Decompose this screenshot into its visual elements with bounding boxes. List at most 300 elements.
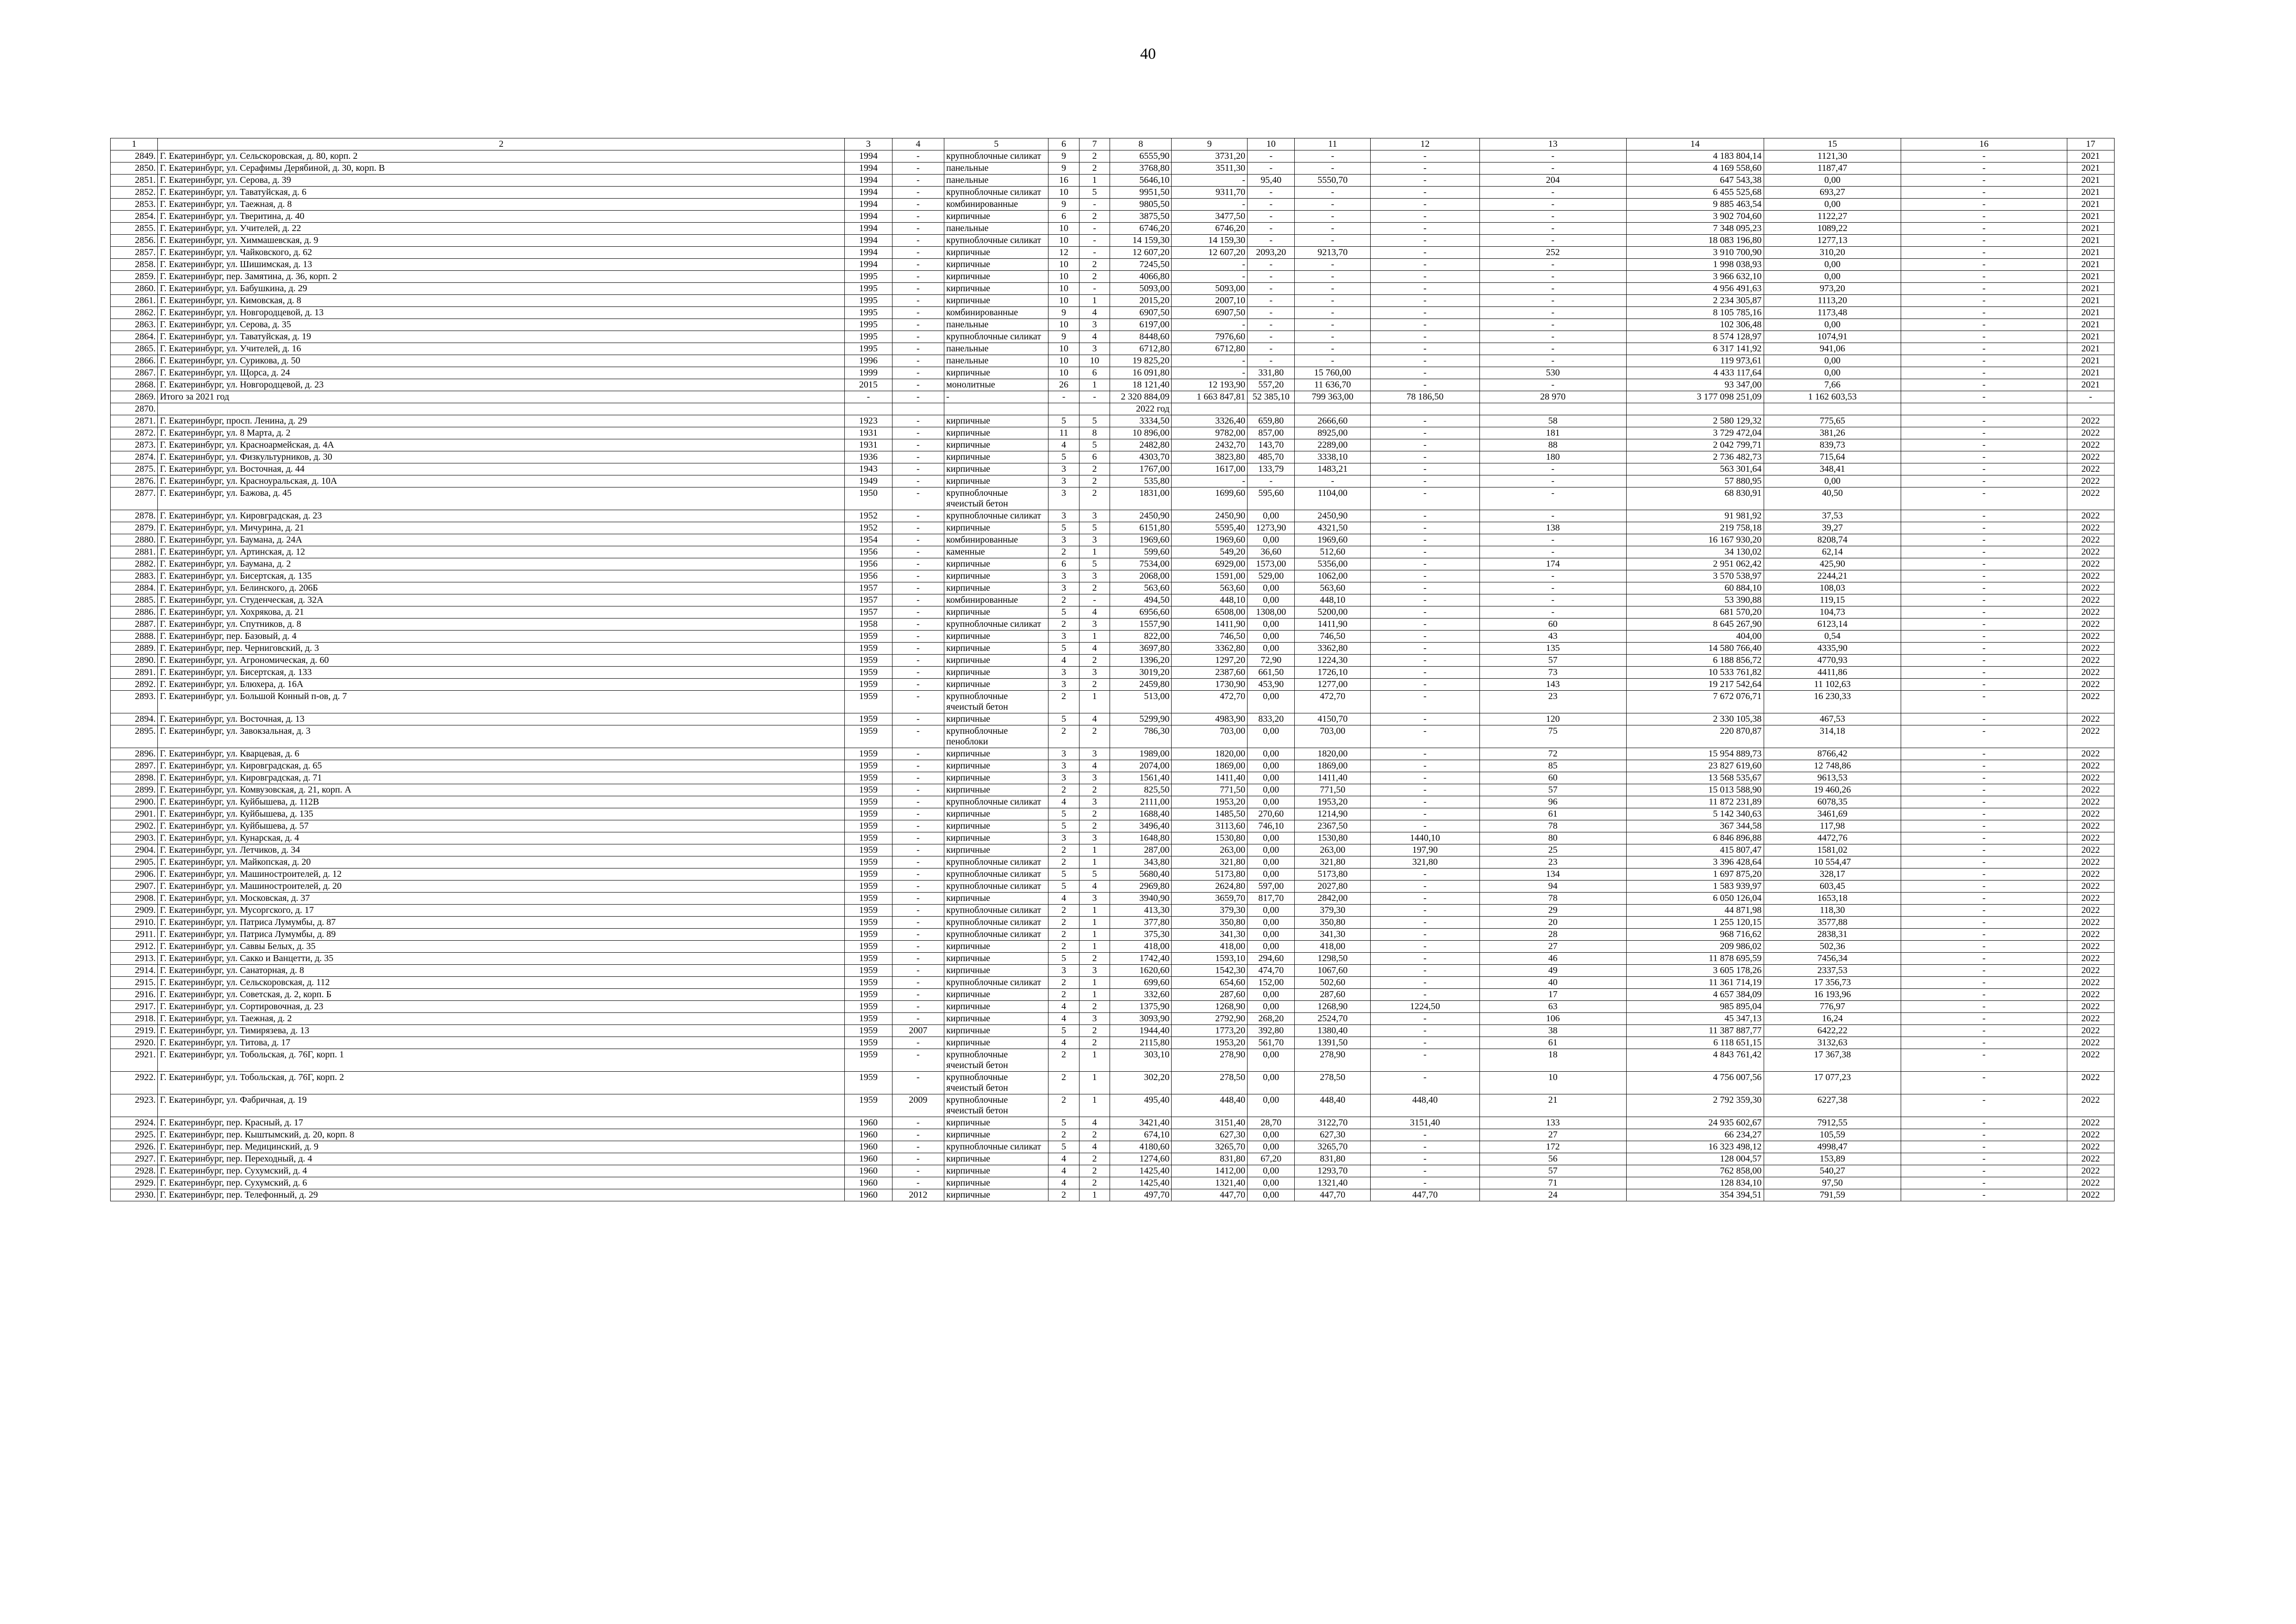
address-cell: Г. Екатеринбург, ул. Патриса Лумумбы, д. 87 bbox=[158, 917, 845, 929]
col-16-cell: - bbox=[1901, 679, 2067, 691]
table-row bbox=[111, 1001, 2115, 1013]
total-area-cell: 2022 год bbox=[1110, 403, 1172, 415]
row-number-cell: 2855. bbox=[111, 223, 158, 235]
area-col-11-cell: 263,00 bbox=[1295, 844, 1371, 856]
cost-col-14-cell: 6 317 141,92 bbox=[1626, 343, 1764, 355]
col-16-cell: - bbox=[1901, 319, 2067, 331]
entrances-cell: 4 bbox=[1079, 1141, 1110, 1153]
cost-col-14-cell: 968 716,62 bbox=[1626, 929, 1764, 941]
floors-cell: 4 bbox=[1048, 1165, 1079, 1177]
residents-count-cell: - bbox=[1479, 150, 1626, 162]
entrances-cell: 1 bbox=[1079, 905, 1110, 917]
floors-cell: 2 bbox=[1048, 989, 1079, 1001]
residential-area-cell: 1 663 847,81 bbox=[1172, 391, 1248, 403]
residential-area-cell: 831,80 bbox=[1172, 1153, 1248, 1165]
construction-year-cell: 1956 bbox=[845, 546, 892, 558]
entrances-cell: 1 bbox=[1079, 1049, 1110, 1072]
area-col-11-cell: 1820,00 bbox=[1295, 748, 1371, 760]
cost-col-15-cell: 17 367,38 bbox=[1764, 1049, 1901, 1072]
floors-cell: 9 bbox=[1048, 162, 1079, 175]
entrances-cell: 2 bbox=[1079, 487, 1110, 510]
row-number-cell: 2860. bbox=[111, 283, 158, 295]
wall-material-cell: кирпичные bbox=[944, 953, 1048, 965]
floors-cell: 5 bbox=[1048, 1025, 1079, 1037]
address-cell: Г. Екатеринбург, ул. Новгородцевой, д. 23 bbox=[158, 379, 845, 391]
construction-year-cell: 1959 bbox=[845, 844, 892, 856]
column-number-cell: 9 bbox=[1172, 138, 1248, 150]
row-number-cell: 2881. bbox=[111, 546, 158, 558]
total-area-cell: 18 121,40 bbox=[1110, 379, 1172, 391]
construction-year-cell: 1994 bbox=[845, 259, 892, 271]
floors-cell: 9 bbox=[1048, 331, 1079, 343]
year-col-17-cell: 2022 bbox=[2067, 534, 2114, 546]
area-col-11-cell: - bbox=[1295, 223, 1371, 235]
residents-count-cell: - bbox=[1479, 463, 1626, 475]
col-16-cell: - bbox=[1901, 475, 2067, 487]
column-number-header-row bbox=[111, 138, 2115, 150]
area-col-12-cell: - bbox=[1371, 187, 1479, 199]
cost-col-14-cell: 11 387 887,77 bbox=[1626, 1025, 1764, 1037]
address-cell: Г. Екатеринбург, ул. Учителей, д. 22 bbox=[158, 223, 845, 235]
wall-material-cell: крупноблочные ячеистый бетон bbox=[944, 487, 1048, 510]
total-area-cell: 1648,80 bbox=[1110, 832, 1172, 844]
cost-col-14-cell: 6 846 896,88 bbox=[1626, 832, 1764, 844]
construction-year-cell: 1959 bbox=[845, 941, 892, 953]
cost-col-14-cell: 66 234,27 bbox=[1626, 1129, 1764, 1141]
entrances-cell: 1 bbox=[1079, 989, 1110, 1001]
table-row bbox=[111, 929, 2115, 941]
floors-cell: 3 bbox=[1048, 510, 1079, 522]
col-16-cell: - bbox=[1901, 1001, 2067, 1013]
address-cell: Г. Екатеринбург, ул. Новгородцевой, д. 13 bbox=[158, 307, 845, 319]
residential-area-cell: - bbox=[1172, 367, 1248, 379]
residents-count-cell: 21 bbox=[1479, 1094, 1626, 1117]
residents-count-cell: 28 bbox=[1479, 929, 1626, 941]
total-area-cell: 6746,20 bbox=[1110, 223, 1172, 235]
address-cell: Г. Екатеринбург, пер. Замятина, д. 36, корп. 2 bbox=[158, 271, 845, 283]
cost-col-15-cell: 0,00 bbox=[1764, 355, 1901, 367]
total-area-cell: 418,00 bbox=[1110, 941, 1172, 953]
entrances-cell: 3 bbox=[1079, 510, 1110, 522]
area-col-12-cell: - bbox=[1371, 881, 1479, 893]
construction-year-cell: 1959 bbox=[845, 655, 892, 667]
table-row bbox=[111, 247, 2115, 259]
area-col-12-cell: 3151,40 bbox=[1371, 1117, 1479, 1129]
area-col-12-cell: 1224,50 bbox=[1371, 1001, 1479, 1013]
col-16-cell: - bbox=[1901, 953, 2067, 965]
cost-col-15-cell: 17 077,23 bbox=[1764, 1072, 1901, 1094]
cost-col-15-cell: 0,00 bbox=[1764, 259, 1901, 271]
cost-col-14-cell: 1 697 875,20 bbox=[1626, 868, 1764, 881]
cost-col-15-cell: 7912,55 bbox=[1764, 1117, 1901, 1129]
residential-area-cell: - bbox=[1172, 175, 1248, 187]
wall-material-cell: кирпичные bbox=[944, 259, 1048, 271]
floors-cell: 2 bbox=[1048, 784, 1079, 796]
table-row bbox=[111, 965, 2115, 977]
cost-col-14-cell: 2 234 305,87 bbox=[1626, 295, 1764, 307]
row-number-cell: 2889. bbox=[111, 643, 158, 655]
area-col-12-cell: - bbox=[1371, 1165, 1479, 1177]
table-row bbox=[111, 1189, 2115, 1201]
table-row bbox=[111, 725, 2115, 748]
row-number-cell: 2873. bbox=[111, 439, 158, 451]
residential-area-cell: 278,90 bbox=[1172, 1049, 1248, 1072]
reconstruction-year-cell: - bbox=[892, 522, 944, 534]
area-col-12-cell: - bbox=[1371, 820, 1479, 832]
reconstruction-year-cell: - bbox=[892, 772, 944, 784]
entrances-cell: - bbox=[1079, 235, 1110, 247]
table-row bbox=[111, 211, 2115, 223]
construction-year-cell: 1959 bbox=[845, 989, 892, 1001]
wall-material-cell: панельные bbox=[944, 175, 1048, 187]
entrances-cell: 1 bbox=[1079, 977, 1110, 989]
residents-count-cell: 10 bbox=[1479, 1072, 1626, 1094]
entrances-cell: 1 bbox=[1079, 1094, 1110, 1117]
row-number-cell: 2921. bbox=[111, 1049, 158, 1072]
construction-year-cell: 1996 bbox=[845, 355, 892, 367]
reconstruction-year-cell: - bbox=[892, 1001, 944, 1013]
construction-year-cell: 1994 bbox=[845, 199, 892, 211]
area-col-11-cell: 9213,70 bbox=[1295, 247, 1371, 259]
construction-year-cell: 1959 bbox=[845, 667, 892, 679]
area-col-11-cell: 563,60 bbox=[1295, 582, 1371, 594]
reconstruction-year-cell: - bbox=[892, 235, 944, 247]
reconstruction-year-cell: - bbox=[892, 929, 944, 941]
reconstruction-year-cell: - bbox=[892, 510, 944, 522]
area-col-12-cell: - bbox=[1371, 451, 1479, 463]
area-col-11-cell: 2524,70 bbox=[1295, 1013, 1371, 1025]
cost-col-14-cell: 2 580 129,32 bbox=[1626, 415, 1764, 427]
total-area-cell: 1561,40 bbox=[1110, 772, 1172, 784]
total-area-cell: 7245,50 bbox=[1110, 259, 1172, 271]
residents-count-cell: 204 bbox=[1479, 175, 1626, 187]
wall-material-cell: крупноблочные силикат bbox=[944, 868, 1048, 881]
total-area-cell: 1620,60 bbox=[1110, 965, 1172, 977]
residents-count-cell: - bbox=[1479, 582, 1626, 594]
year-col-17-cell: 2022 bbox=[2067, 760, 2114, 772]
cost-col-14-cell: 209 986,02 bbox=[1626, 941, 1764, 953]
floors-cell: 2 bbox=[1048, 917, 1079, 929]
wall-material-cell: кирпичные bbox=[944, 558, 1048, 570]
cost-col-15-cell: 16 193,96 bbox=[1764, 989, 1901, 1001]
area-col-12-cell: - bbox=[1371, 631, 1479, 643]
total-area-cell: 10 896,00 bbox=[1110, 427, 1172, 439]
floors-cell: 5 bbox=[1048, 953, 1079, 965]
wall-material-cell: крупноблочные силикат bbox=[944, 881, 1048, 893]
col-16-cell: - bbox=[1901, 772, 2067, 784]
area-col-10-cell: 0,00 bbox=[1248, 844, 1295, 856]
construction-year-cell: 1959 bbox=[845, 1094, 892, 1117]
area-col-10-cell: 1273,90 bbox=[1248, 522, 1295, 534]
address-cell: Г. Екатеринбург, ул. Серова, д. 39 bbox=[158, 175, 845, 187]
table-row bbox=[111, 917, 2115, 929]
area-col-10-cell: 0,00 bbox=[1248, 1001, 1295, 1013]
year-col-17-cell: 2022 bbox=[2067, 725, 2114, 748]
year-col-17-cell: 2022 bbox=[2067, 953, 2114, 965]
wall-material-cell: кирпичные bbox=[944, 941, 1048, 953]
area-col-10-cell: 67,20 bbox=[1248, 1153, 1295, 1165]
entrances-cell: 2 bbox=[1079, 953, 1110, 965]
table-body bbox=[111, 138, 2115, 1201]
year-col-17-cell: 2022 bbox=[2067, 832, 2114, 844]
year-col-17-cell: 2022 bbox=[2067, 618, 2114, 631]
entrances-cell: 1 bbox=[1079, 856, 1110, 868]
cost-col-14-cell: 91 981,92 bbox=[1626, 510, 1764, 522]
address-cell: Итого за 2021 год bbox=[158, 391, 845, 403]
wall-material-cell: крупноблочные силикат bbox=[944, 187, 1048, 199]
cost-col-14-cell: 16 323 498,12 bbox=[1626, 1141, 1764, 1153]
area-col-10-cell: - bbox=[1248, 199, 1295, 211]
row-number-cell: 2852. bbox=[111, 187, 158, 199]
total-area-cell: 5093,00 bbox=[1110, 283, 1172, 295]
area-col-10-cell: - bbox=[1248, 187, 1295, 199]
cost-col-15-cell: 467,53 bbox=[1764, 713, 1901, 725]
residential-area-cell: - bbox=[1172, 475, 1248, 487]
construction-year-cell: 1923 bbox=[845, 415, 892, 427]
area-col-11-cell: 2666,60 bbox=[1295, 415, 1371, 427]
entrances-cell: 2 bbox=[1079, 475, 1110, 487]
area-col-11-cell: 502,60 bbox=[1295, 977, 1371, 989]
entrances-cell: 2 bbox=[1079, 259, 1110, 271]
address-cell bbox=[158, 403, 845, 415]
cost-col-15-cell: 2244,21 bbox=[1764, 570, 1901, 582]
col-16-cell: - bbox=[1901, 175, 2067, 187]
wall-material-cell: кирпичные bbox=[944, 655, 1048, 667]
residential-area-cell: 3477,50 bbox=[1172, 211, 1248, 223]
cost-col-15-cell: 119,15 bbox=[1764, 594, 1901, 606]
wall-material-cell: кирпичные bbox=[944, 760, 1048, 772]
area-col-12-cell: - bbox=[1371, 331, 1479, 343]
entrances-cell: 3 bbox=[1079, 343, 1110, 355]
total-area-cell: 375,30 bbox=[1110, 929, 1172, 941]
cost-col-14-cell: 354 394,51 bbox=[1626, 1189, 1764, 1201]
residential-area-cell: 1820,00 bbox=[1172, 748, 1248, 760]
address-cell: Г. Екатеринбург, ул. Шишимская, д. 13 bbox=[158, 259, 845, 271]
wall-material-cell: кирпичные bbox=[944, 1001, 1048, 1013]
area-col-11-cell: 2450,90 bbox=[1295, 510, 1371, 522]
floors-cell: 10 bbox=[1048, 283, 1079, 295]
entrances-cell: 3 bbox=[1079, 965, 1110, 977]
area-col-12-cell: - bbox=[1371, 235, 1479, 247]
cost-col-15-cell: 1 162 603,53 bbox=[1764, 391, 1901, 403]
year-col-17-cell: 2022 bbox=[2067, 868, 2114, 881]
entrances-cell: 5 bbox=[1079, 415, 1110, 427]
floors-cell: 2 bbox=[1048, 546, 1079, 558]
row-number-cell: 2925. bbox=[111, 1129, 158, 1141]
residential-area-cell: 1869,00 bbox=[1172, 760, 1248, 772]
table-row bbox=[111, 199, 2115, 211]
area-col-10-cell: - bbox=[1248, 355, 1295, 367]
reconstruction-year-cell: - bbox=[892, 725, 944, 748]
address-cell: Г. Екатеринбург, пер. Телефонный, д. 29 bbox=[158, 1189, 845, 1201]
area-col-12-cell: - bbox=[1371, 868, 1479, 881]
address-cell: Г. Екатеринбург, ул. Баумана, д. 2 bbox=[158, 558, 845, 570]
area-col-10-cell: 0,00 bbox=[1248, 1049, 1295, 1072]
cost-col-14-cell: 3 966 632,10 bbox=[1626, 271, 1764, 283]
floors-cell: 4 bbox=[1048, 893, 1079, 905]
entrances-cell: 1 bbox=[1079, 295, 1110, 307]
entrances-cell: 5 bbox=[1079, 522, 1110, 534]
area-col-11-cell: 321,80 bbox=[1295, 856, 1371, 868]
area-col-12-cell: - bbox=[1371, 343, 1479, 355]
area-col-11-cell: 2289,00 bbox=[1295, 439, 1371, 451]
area-col-11-cell: 799 363,00 bbox=[1295, 391, 1371, 403]
row-number-cell: 2879. bbox=[111, 522, 158, 534]
entrances-cell: 1 bbox=[1079, 929, 1110, 941]
reconstruction-year-cell: - bbox=[892, 1153, 944, 1165]
entrances-cell: 5 bbox=[1079, 558, 1110, 570]
col-16-cell: - bbox=[1901, 211, 2067, 223]
total-area-cell: 494,50 bbox=[1110, 594, 1172, 606]
residential-area-cell: - bbox=[1172, 259, 1248, 271]
col-16-cell: - bbox=[1901, 784, 2067, 796]
floors-cell: 10 bbox=[1048, 295, 1079, 307]
entrances-cell: - bbox=[1079, 247, 1110, 259]
wall-material-cell: кирпичные bbox=[944, 1129, 1048, 1141]
col-16-cell: - bbox=[1901, 1072, 2067, 1094]
floors-cell: - bbox=[1048, 391, 1079, 403]
year-col-17-cell: 2022 bbox=[2067, 606, 2114, 618]
construction-year-cell: 1960 bbox=[845, 1141, 892, 1153]
floors-cell: 10 bbox=[1048, 319, 1079, 331]
address-cell: Г. Екатеринбург, ул. Машиностроителей, д. 20 bbox=[158, 881, 845, 893]
area-col-10-cell: 661,50 bbox=[1248, 667, 1295, 679]
wall-material-cell: кирпичные bbox=[944, 522, 1048, 534]
cost-col-14-cell: 4 657 384,09 bbox=[1626, 989, 1764, 1001]
table-row bbox=[111, 355, 2115, 367]
residents-count-cell: 85 bbox=[1479, 760, 1626, 772]
address-cell: Г. Екатеринбург, пер. Медицинский, д. 9 bbox=[158, 1141, 845, 1153]
reconstruction-year-cell: - bbox=[892, 989, 944, 1001]
total-area-cell: 2015,20 bbox=[1110, 295, 1172, 307]
row-number-cell: 2875. bbox=[111, 463, 158, 475]
wall-material-cell: кирпичные bbox=[944, 713, 1048, 725]
residential-area-cell: - bbox=[1172, 319, 1248, 331]
cost-col-14-cell: 3 177 098 251,09 bbox=[1626, 391, 1764, 403]
floors-cell: 2 bbox=[1048, 725, 1079, 748]
area-col-11-cell: - bbox=[1295, 319, 1371, 331]
area-col-11-cell: - bbox=[1295, 307, 1371, 319]
floors-cell: 5 bbox=[1048, 881, 1079, 893]
residential-area-cell: 3151,40 bbox=[1172, 1117, 1248, 1129]
table-row bbox=[111, 667, 2115, 679]
row-number-cell: 2861. bbox=[111, 295, 158, 307]
cost-col-15-cell: 16 230,33 bbox=[1764, 691, 1901, 713]
entrances-cell: 1 bbox=[1079, 379, 1110, 391]
cost-col-15-cell: 1113,20 bbox=[1764, 295, 1901, 307]
area-col-12-cell: 1440,10 bbox=[1371, 832, 1479, 844]
address-cell: Г. Екатеринбург, ул. Химмашевская, д. 9 bbox=[158, 235, 845, 247]
col-16-cell: - bbox=[1901, 631, 2067, 643]
wall-material-cell: панельные bbox=[944, 319, 1048, 331]
total-area-cell: 1274,60 bbox=[1110, 1153, 1172, 1165]
wall-material-cell: кирпичные bbox=[944, 667, 1048, 679]
col-16-cell: - bbox=[1901, 1025, 2067, 1037]
cost-col-15-cell: 117,98 bbox=[1764, 820, 1901, 832]
area-col-10-cell: - bbox=[1248, 223, 1295, 235]
residential-area-cell: 2007,10 bbox=[1172, 295, 1248, 307]
construction-year-cell: 1950 bbox=[845, 487, 892, 510]
cost-col-14-cell: 4 433 117,64 bbox=[1626, 367, 1764, 379]
floors-cell: 2 bbox=[1048, 844, 1079, 856]
area-col-11-cell: 4150,70 bbox=[1295, 713, 1371, 725]
wall-material-cell: комбинированные bbox=[944, 594, 1048, 606]
total-area-cell: 1375,90 bbox=[1110, 1001, 1172, 1013]
cost-col-15-cell: 4335,90 bbox=[1764, 643, 1901, 655]
residents-count-cell: 23 bbox=[1479, 691, 1626, 713]
table-row bbox=[111, 808, 2115, 820]
cost-col-14-cell: 4 956 491,63 bbox=[1626, 283, 1764, 295]
col-16-cell: - bbox=[1901, 1189, 2067, 1201]
construction-year-cell: 1959 bbox=[845, 881, 892, 893]
entrances-cell: 2 bbox=[1079, 808, 1110, 820]
year-col-17-cell: 2021 bbox=[2067, 223, 2114, 235]
wall-material-cell: кирпичные bbox=[944, 643, 1048, 655]
residential-area-cell: 1953,20 bbox=[1172, 1037, 1248, 1049]
cost-col-14-cell: 415 807,47 bbox=[1626, 844, 1764, 856]
row-number-cell: 2923. bbox=[111, 1094, 158, 1117]
area-col-12-cell: - bbox=[1371, 796, 1479, 808]
cost-col-15-cell: 62,14 bbox=[1764, 546, 1901, 558]
reconstruction-year-cell: - bbox=[892, 247, 944, 259]
address-cell: Г. Екатеринбург, ул. Бабушкина, д. 29 bbox=[158, 283, 845, 295]
residential-area-cell: 341,30 bbox=[1172, 929, 1248, 941]
construction-year-cell: 1994 bbox=[845, 247, 892, 259]
cost-col-15-cell: 348,41 bbox=[1764, 463, 1901, 475]
construction-year-cell: 1959 bbox=[845, 905, 892, 917]
construction-year-cell: 1994 bbox=[845, 235, 892, 247]
area-col-10-cell: - bbox=[1248, 283, 1295, 295]
row-number-cell: 2927. bbox=[111, 1153, 158, 1165]
entrances-cell: 2 bbox=[1079, 725, 1110, 748]
year-col-17-cell: 2022 bbox=[2067, 881, 2114, 893]
construction-year-cell: 1994 bbox=[845, 150, 892, 162]
residential-area-cell: - bbox=[1172, 199, 1248, 211]
area-col-10-cell: 0,00 bbox=[1248, 1177, 1295, 1189]
area-col-11-cell: 1062,00 bbox=[1295, 570, 1371, 582]
address-cell: Г. Екатеринбург, ул. Фабричная, д. 19 bbox=[158, 1094, 845, 1117]
area-col-12-cell: - bbox=[1371, 1049, 1479, 1072]
year-col-17-cell: 2022 bbox=[2067, 844, 2114, 856]
reconstruction-year-cell: - bbox=[892, 953, 944, 965]
row-number-cell: 2894. bbox=[111, 713, 158, 725]
table-row bbox=[111, 748, 2115, 760]
cost-col-15-cell: 381,26 bbox=[1764, 427, 1901, 439]
residents-count-cell: 106 bbox=[1479, 1013, 1626, 1025]
area-col-11-cell: 1726,10 bbox=[1295, 667, 1371, 679]
floors-cell: 5 bbox=[1048, 820, 1079, 832]
year-col-17-cell: 2021 bbox=[2067, 331, 2114, 343]
address-cell: Г. Екатеринбург, пер. Кыштымский, д. 20, корп. 8 bbox=[158, 1129, 845, 1141]
area-col-12-cell: - bbox=[1371, 679, 1479, 691]
area-col-12-cell: - bbox=[1371, 977, 1479, 989]
entrances-cell: 2 bbox=[1079, 1037, 1110, 1049]
col-16-cell: - bbox=[1901, 941, 2067, 953]
column-number-cell: 17 bbox=[2067, 138, 2114, 150]
wall-material-cell: крупноблочные ячеистый бетон bbox=[944, 1072, 1048, 1094]
table-row bbox=[111, 1141, 2115, 1153]
table-row bbox=[111, 463, 2115, 475]
residents-count-cell: - bbox=[1479, 331, 1626, 343]
residents-count-cell: 40 bbox=[1479, 977, 1626, 989]
residents-count-cell: 78 bbox=[1479, 820, 1626, 832]
table-row bbox=[111, 570, 2115, 582]
reconstruction-year-cell: - bbox=[892, 594, 944, 606]
total-area-cell: 6555,90 bbox=[1110, 150, 1172, 162]
row-number-cell: 2856. bbox=[111, 235, 158, 247]
entrances-cell: 10 bbox=[1079, 355, 1110, 367]
address-cell: Г. Екатеринбург, ул. Таежная, д. 2 bbox=[158, 1013, 845, 1025]
